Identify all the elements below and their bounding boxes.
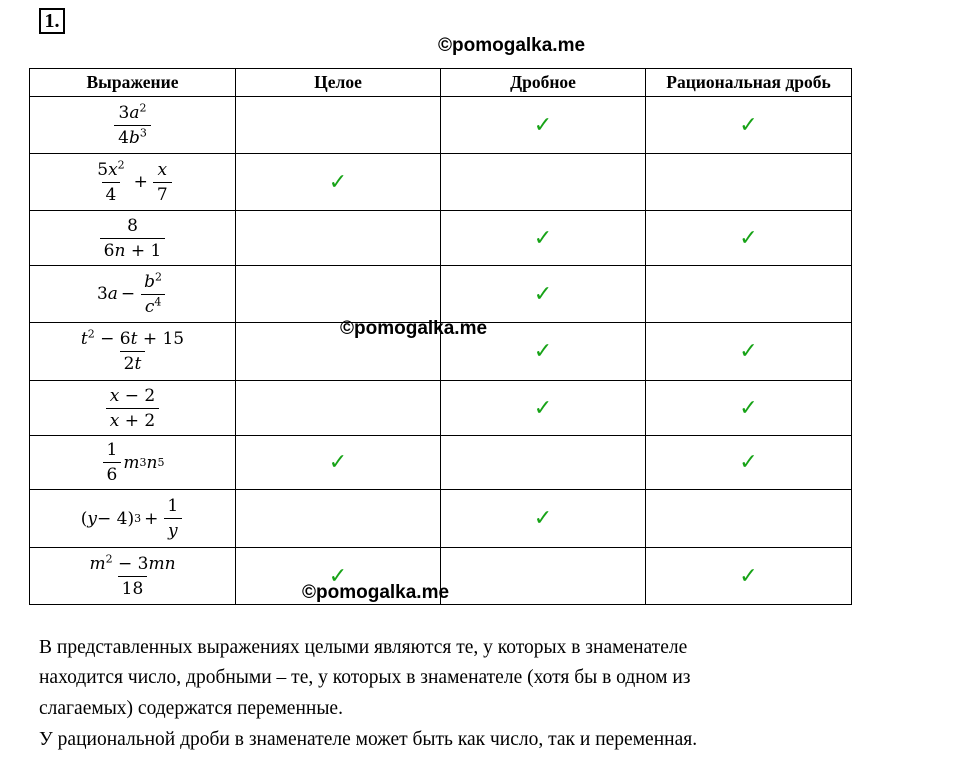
rational-cell — [646, 154, 852, 211]
math-expression: 3 a − $\frac{b^2}{c^4}$ — [97, 271, 168, 318]
check-icon: ✓ — [533, 281, 553, 307]
integer-cell — [236, 97, 441, 154]
check-icon: ✓ — [533, 395, 553, 421]
expression-cell — [30, 266, 236, 323]
integer-cell — [236, 154, 441, 211]
fractional-cell — [441, 266, 646, 323]
fractional-cell — [441, 97, 646, 154]
check-icon: ✓ — [739, 395, 758, 421]
check-icon: ✓ — [533, 339, 553, 364]
fractional-cell — [441, 154, 646, 211]
table-header-row — [30, 69, 852, 97]
check-icon: ✓ — [328, 563, 348, 589]
expression-cell — [30, 97, 236, 154]
table-row — [30, 154, 852, 211]
math-expression: $\frac{m^2 - 3mn}{18}$ — [89, 551, 176, 599]
rational-cell — [646, 490, 852, 548]
table-row — [30, 266, 852, 323]
table-row — [30, 97, 852, 154]
check-icon: ✓ — [328, 450, 348, 475]
integer-cell — [236, 266, 441, 323]
integer-cell — [236, 490, 441, 548]
check-icon: ✓ — [533, 225, 553, 251]
check-icon: ✓ — [739, 112, 758, 138]
watermark: ©pomogalka.me — [340, 318, 488, 339]
expression-cell — [30, 211, 236, 266]
table-row — [30, 436, 852, 490]
explanation-line: У рациональной дроби в знаменателе может быть как число, так и переменная. — [39, 729, 698, 750]
integer-cell — [236, 381, 441, 436]
explanation-line: В представленных выражениях целыми являются те, у которых в знаменателе — [39, 637, 688, 658]
fractional-cell — [441, 211, 646, 266]
integer-cell — [236, 436, 441, 490]
rational-cell — [646, 323, 852, 381]
expression-cell — [30, 154, 236, 211]
fractional-cell — [441, 436, 646, 490]
math-expression: $\frac{5x^2}{4}$ + $\frac{x}{7}$ — [91, 159, 174, 206]
rational-cell — [646, 211, 852, 266]
table-row — [30, 211, 852, 266]
explanation-line: слагаемых) содержатся переменные. — [39, 698, 343, 719]
expression-cell — [30, 381, 236, 436]
check-icon: ✓ — [533, 112, 553, 138]
fractional-cell — [441, 548, 646, 605]
integer-cell — [236, 211, 441, 266]
fractional-cell — [441, 490, 646, 548]
explanation-line: находится число, дробными – те, у которых в знаменателе (хотя бы в одном из — [39, 667, 691, 688]
fractional-cell — [441, 381, 646, 436]
check-icon: ✓ — [739, 225, 758, 251]
math-expression: $\frac{x - 2}{x + 2}$ — [104, 385, 161, 432]
table-row — [30, 490, 852, 548]
header-fractional: Дробное — [441, 69, 646, 97]
check-icon: ✓ — [533, 506, 553, 531]
rational-cell — [646, 436, 852, 490]
rational-cell — [646, 97, 852, 154]
watermark: ©pomogalka.me — [438, 35, 586, 56]
math-expression: $\frac{t^2 - 6t + 15}{2t}$ — [80, 327, 185, 374]
table-row — [30, 381, 852, 436]
expression-cell — [30, 548, 236, 605]
check-icon: ✓ — [739, 563, 758, 589]
watermark: ©pomogalka.me — [302, 582, 450, 603]
expression-cell — [30, 490, 236, 548]
check-icon: ✓ — [739, 339, 758, 364]
rational-cell — [646, 548, 852, 605]
math-expression: ( y − 4) 3 + $\frac{1}{y}$ — [81, 495, 184, 542]
math-expression: $\frac{8}{6n + 1}$ — [98, 215, 168, 262]
header-expression: Выражение — [30, 69, 236, 97]
task-number: 1. — [39, 8, 65, 34]
header-integer: Целое — [236, 69, 441, 97]
header-rational: Рациональная дробь — [646, 69, 852, 97]
expression-cell — [30, 436, 236, 490]
expression-cell — [30, 323, 236, 381]
math-expression: $\frac{1}{6}$ m 3 n 5 — [101, 439, 165, 486]
rational-cell — [646, 381, 852, 436]
math-expression: $\frac{3a^2}{4b^3}$ — [112, 102, 153, 149]
check-icon: ✓ — [328, 169, 348, 195]
rational-cell — [646, 266, 852, 323]
check-icon: ✓ — [739, 450, 758, 475]
